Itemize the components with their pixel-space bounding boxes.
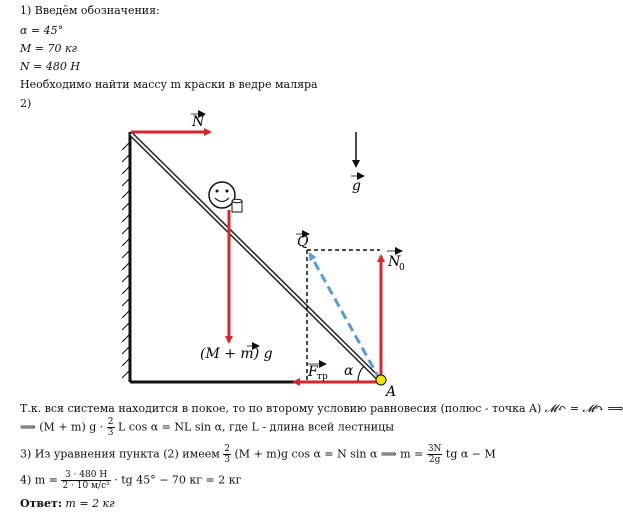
ladder [131,134,380,380]
answer-value: m = 2 кг [65,497,115,510]
wall [122,132,130,382]
physics-diagram [0,110,500,400]
label-Ftr: F [308,364,318,380]
angle-arc [358,366,364,381]
moment-equation: ⟹ (M + m) g · $\frac{2}{3}$ L cos α = NL sin α, где L - длина всей лестницы [20,417,394,438]
label-A: A [386,384,397,400]
pivot-point [376,375,386,385]
equilibrium-explanation: Т.к. вся система находится в покое, то по второму условию равновесия (полюс - точка A) 𝓜↶ = 𝓜↷ ⟹ [20,402,623,415]
force-definition: N = 480 Н [20,60,80,73]
alpha-definition: α = 45° [20,24,64,37]
label-g: g [352,178,361,194]
step2-heading: 2) [20,97,32,110]
painter-icon [209,182,235,208]
answer-label: Ответ: [20,497,62,510]
ground-reaction-arrow [310,254,380,380]
mass-definition: M = 70 кг [20,42,78,55]
step1-heading: 1) Введём обозначения: [20,4,160,17]
task-statement: Необходимо найти массу m краски в ведре маляра [20,78,318,91]
label-N: N [192,114,205,130]
step3-equation: 3) Из уравнения пункта (2) имеем $\frac{2}{3}$ (M + m)g cos α = N sin α ⟹ m = $\frac{3N}{2g}$ tg α − M [20,444,496,465]
label-Q: Q [297,234,309,250]
label-alpha: α [344,363,354,379]
label-N0-sub: 0 [399,263,405,273]
step4-calculation: 4) m = $\frac{3 \cdot 480 Н}{\text{2 · 10 м/с²}}$ · tg 45° − 70 кг = 2 кг [20,470,242,491]
answer [20,497,115,510]
label-weight: (M + m) g [200,346,273,362]
label-Ftr-sub: тр [317,372,328,382]
label-N0: N [388,254,401,270]
paint-bucket-icon [232,199,242,212]
